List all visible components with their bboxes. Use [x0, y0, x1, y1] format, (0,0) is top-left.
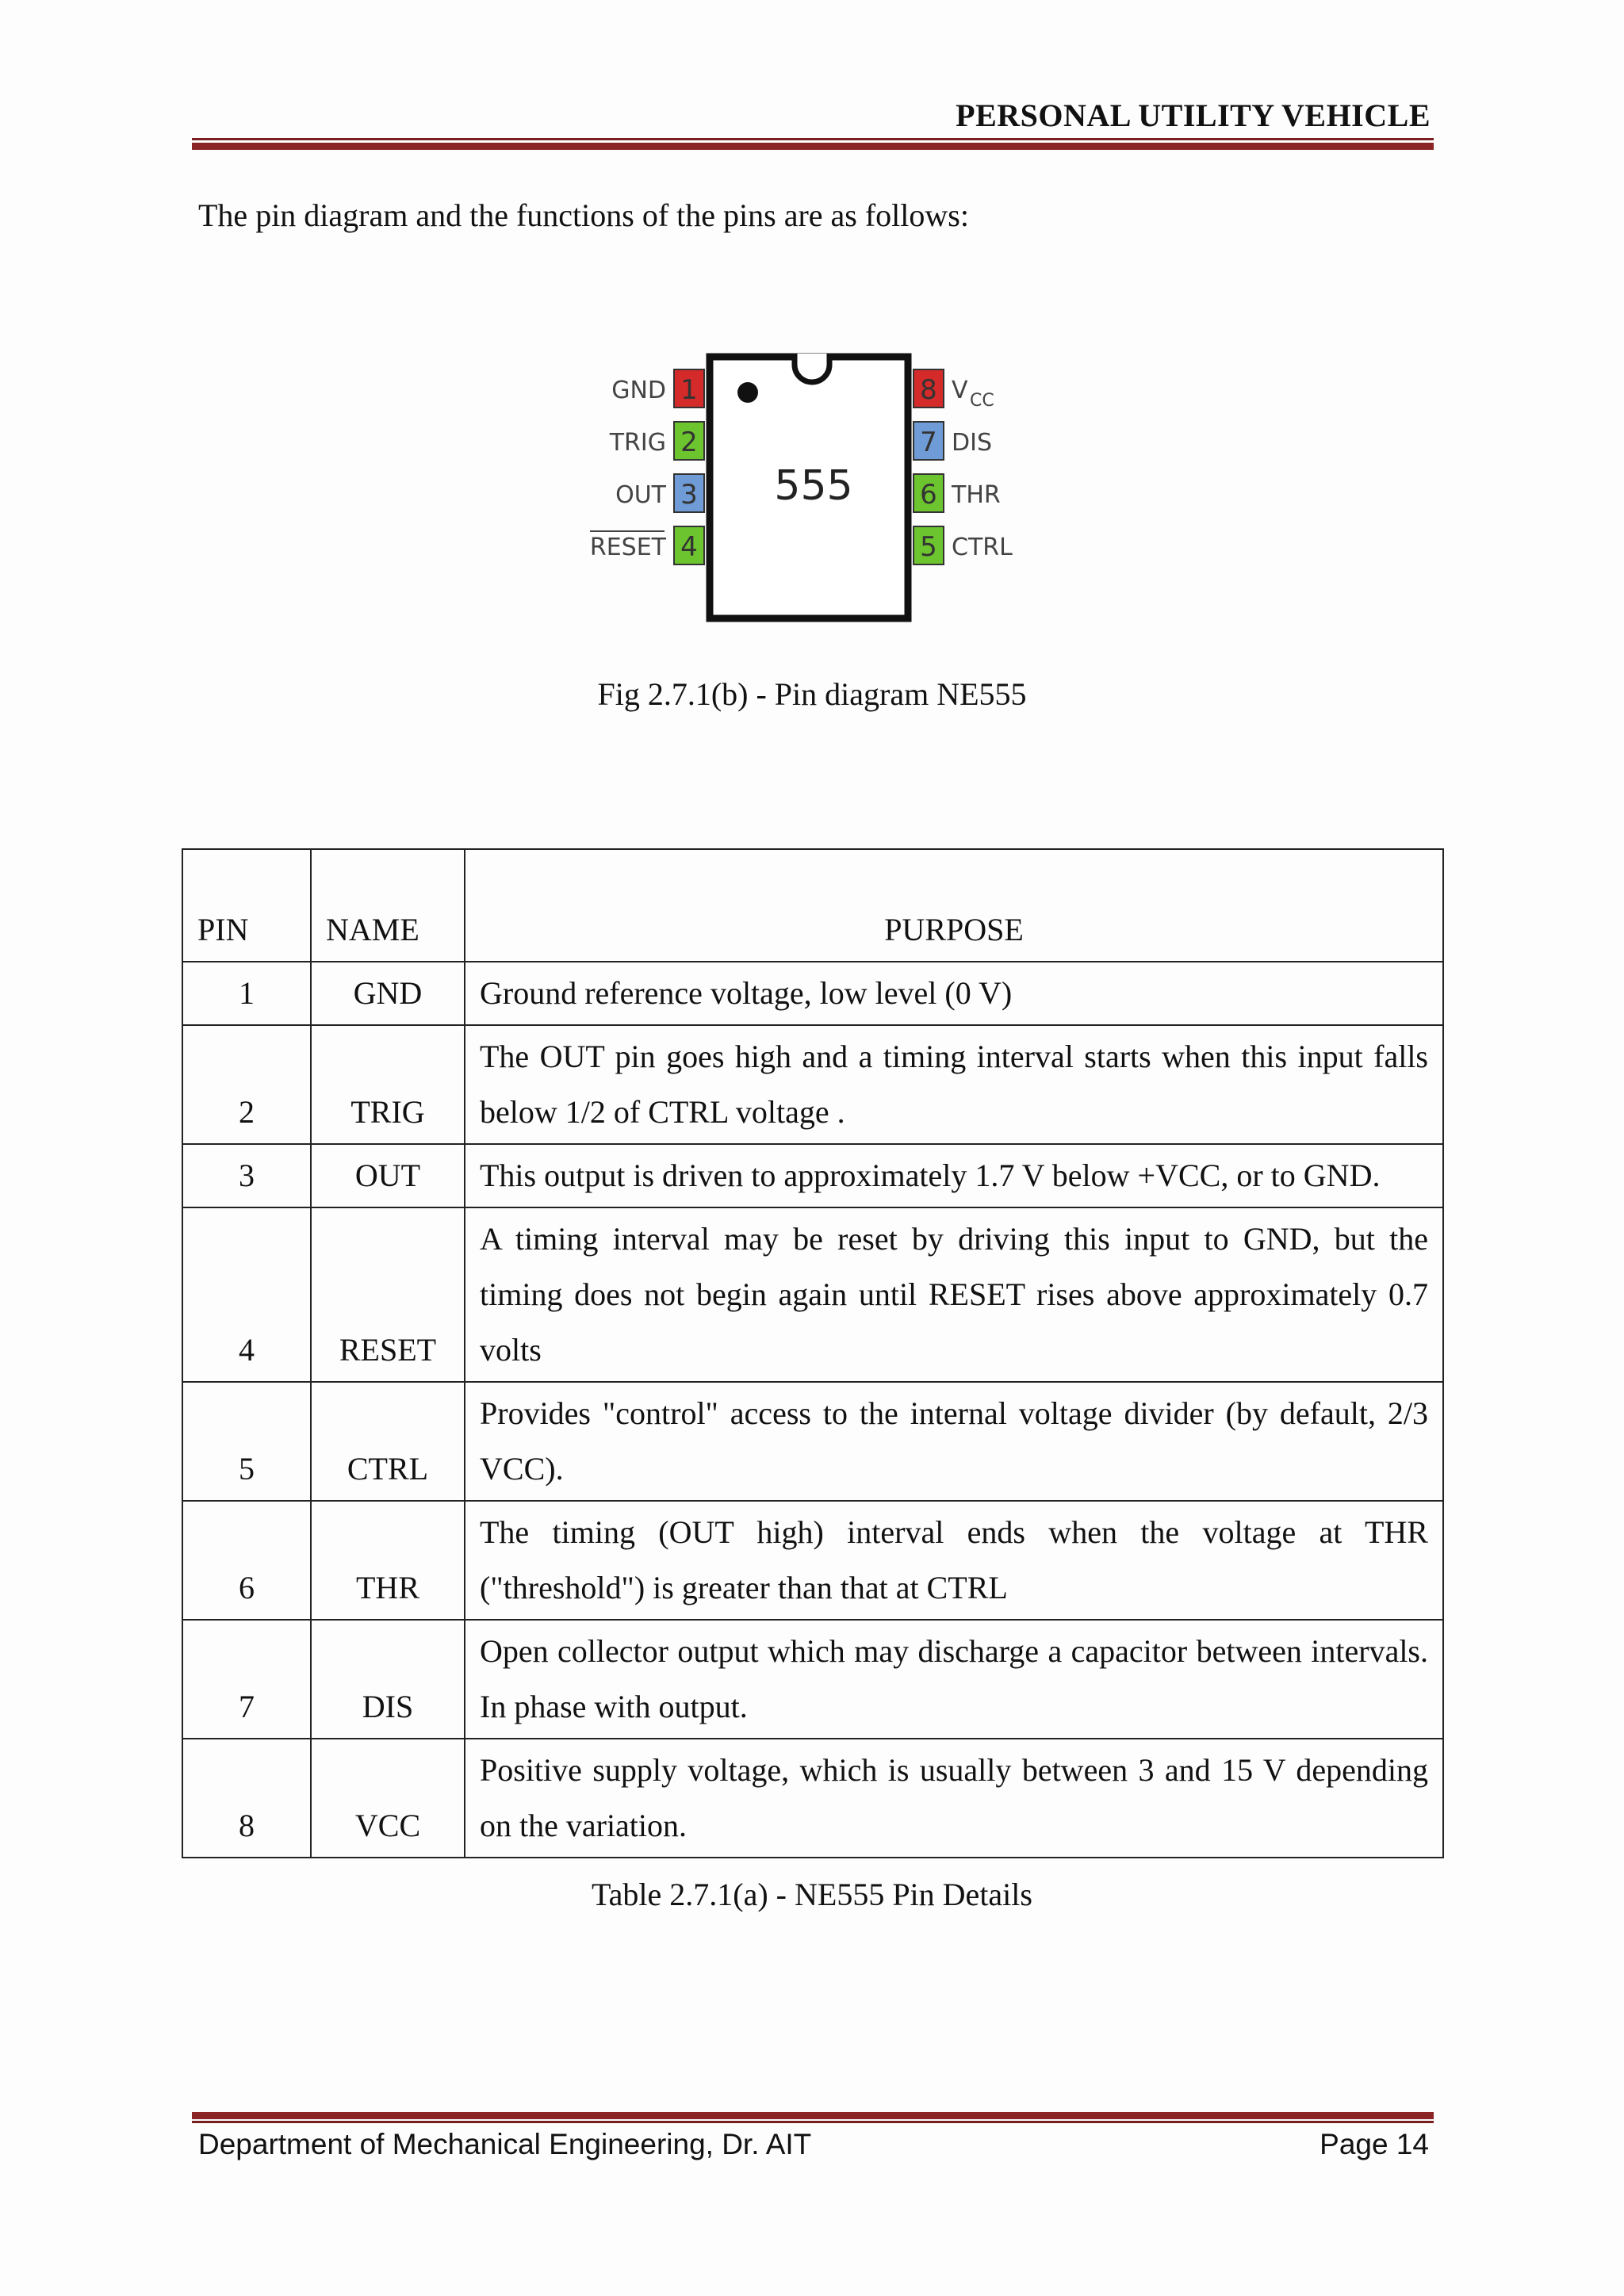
table-row [182, 1144, 1443, 1207]
left-pin-4 [590, 526, 704, 564]
cell-name: GND [311, 962, 465, 1025]
right-pin-7 [914, 422, 992, 460]
cell-name: RESET [311, 1207, 465, 1382]
header-purpose: PURPOSE [465, 849, 1443, 962]
header-rule-thin [192, 138, 1434, 140]
left-pin-1 [611, 369, 704, 408]
cell-name: OUT [311, 1144, 465, 1207]
pin-name: TRIG [609, 429, 666, 457]
cell-pin: 7 [182, 1620, 311, 1739]
left-pin-2 [609, 422, 704, 460]
header-rule-thick [192, 143, 1434, 150]
left-pin-group [590, 369, 704, 564]
cell-name: DIS [311, 1620, 465, 1739]
pin-diagram [555, 341, 1063, 642]
footer-department: Department of Mechanical Engineering, Dr. AIT [198, 2128, 812, 2160]
cell-purpose: This output is driven to approximately 1.7 V below +VCC, or to GND. [465, 1144, 1443, 1207]
pin-name: GND [611, 377, 666, 404]
pin-number: 3 [680, 479, 698, 511]
cell-purpose: Open collector output which may discharge a capacitor between intervals. In phase with output. [465, 1620, 1443, 1739]
left-pin-3 [615, 474, 704, 512]
figure-caption: Fig 2.7.1(b) - Pin diagram NE555 [597, 676, 1027, 712]
cell-purpose: The timing (OUT high) interval ends when the voltage at THR ("threshold") is greater than that at CTRL [465, 1501, 1443, 1620]
cell-purpose: Ground reference voltage, low level (0 V) [465, 962, 1443, 1025]
table-caption: Table 2.7.1(a) - NE555 Pin Details [592, 1877, 1032, 1912]
running-header-title: PERSONAL UTILITY VEHICLE [956, 98, 1431, 133]
table-row [182, 1025, 1443, 1144]
right-pin-6 [914, 474, 1001, 512]
pin-name: THR [952, 481, 1001, 509]
pin1-dot [737, 382, 758, 403]
chip-notch [795, 354, 829, 382]
pin-number: 8 [920, 374, 937, 406]
footer-rule-thick [192, 2112, 1434, 2119]
pin-number: 6 [920, 479, 937, 511]
pin-name: V [952, 377, 968, 404]
pin-number: 1 [680, 374, 698, 406]
pin-details-table [182, 848, 1444, 1858]
pin-name: CTRL [952, 534, 1013, 561]
cell-purpose: Provides "control" access to the internal voltage divider (by default, 2/3 VCC). [465, 1382, 1443, 1501]
cell-pin: 5 [182, 1382, 311, 1501]
footer-page-number: Page 14 [1320, 2128, 1429, 2160]
right-pin-group [914, 369, 1013, 564]
intro-paragraph: The pin diagram and the functions of the pins are as follows: [198, 197, 969, 233]
pin-name-subscript: CC [970, 391, 994, 411]
cell-pin: 2 [182, 1025, 311, 1144]
cell-name: TRIG [311, 1025, 465, 1144]
pin-number: 4 [680, 531, 698, 563]
table-row [182, 1739, 1443, 1858]
table-row [182, 1501, 1443, 1620]
table-row [182, 1207, 1443, 1382]
cell-purpose: Positive supply voltage, which is usually between 3 and 15 V depending on the variation. [465, 1739, 1443, 1858]
pin-number: 5 [920, 531, 937, 563]
table-row [182, 1620, 1443, 1739]
pin-name: DIS [952, 429, 992, 457]
cell-name: CTRL [311, 1382, 465, 1501]
cell-name: THR [311, 1501, 465, 1620]
chip-body [710, 354, 908, 618]
table-header-row [182, 849, 1443, 962]
chip-label: 555 [774, 462, 853, 510]
right-pin-5 [914, 526, 1013, 564]
cell-purpose: A timing interval may be reset by driving this input to GND, but the timing does not begin again until RESET rises above approximately 0.7 volts [465, 1207, 1443, 1382]
cell-pin: 6 [182, 1501, 311, 1620]
cell-pin: 8 [182, 1739, 311, 1858]
cell-pin: 4 [182, 1207, 311, 1382]
pin-name: OUT [615, 481, 666, 509]
cell-pin: 1 [182, 962, 311, 1025]
header-name: NAME [311, 849, 465, 962]
pin-name: RESET [589, 534, 666, 561]
cell-pin: 3 [182, 1144, 311, 1207]
table-row [182, 962, 1443, 1025]
pin-number: 7 [920, 427, 937, 458]
header-pin: PIN [182, 849, 311, 962]
footer-rule-thin [192, 2121, 1434, 2123]
right-pin-8 [914, 369, 994, 411]
pin-number: 2 [680, 427, 698, 458]
cell-name: VCC [311, 1739, 465, 1858]
cell-purpose: The OUT pin goes high and a timing interval starts when this input falls below 1/2 of CTRL voltage . [465, 1025, 1443, 1144]
table-row [182, 1382, 1443, 1501]
